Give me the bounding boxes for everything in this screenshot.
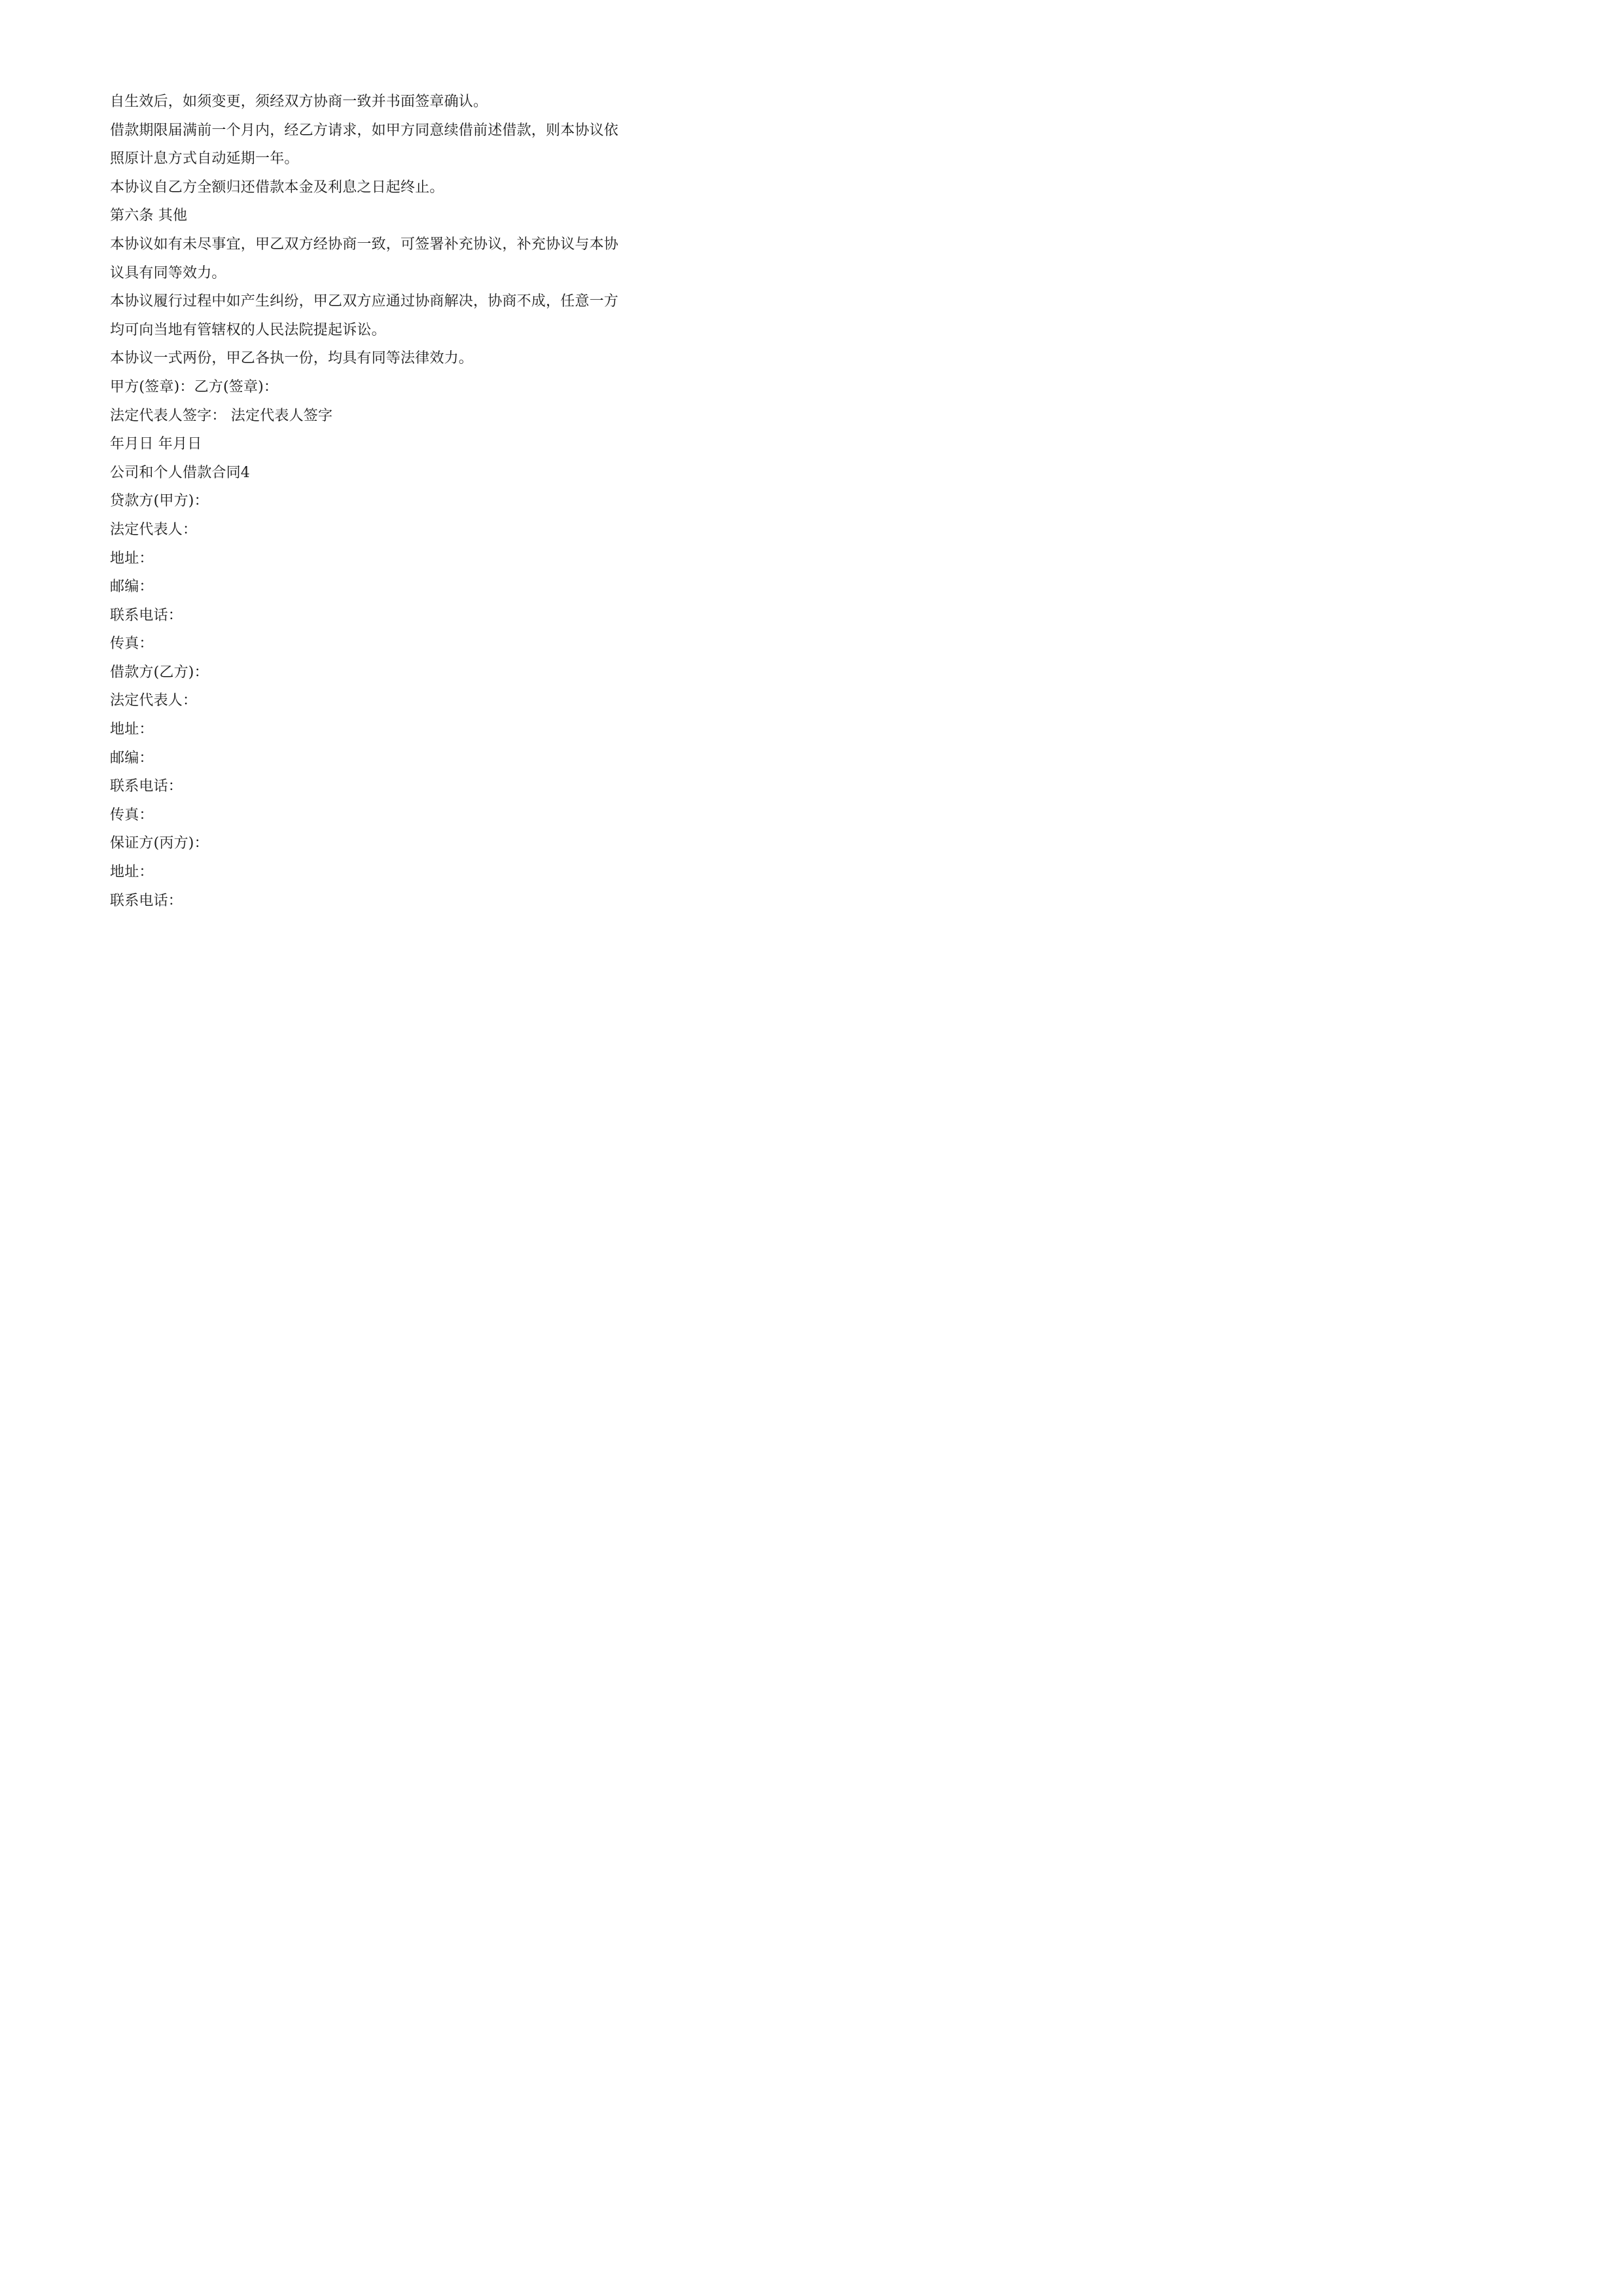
text-line: 自生效后，如须变更，须经双方协商一致并书面签章确认。 [110, 94, 488, 110]
field-label: 联系电话： [110, 778, 183, 795]
text-line: 照原计息方式自动延期一年。 [110, 151, 299, 168]
field-label: 传真： [110, 636, 154, 653]
field-label: 贷款方(甲方)： [110, 493, 209, 510]
text-line: 本协议履行过程中如产生纠纷，甲乙双方应通过协商解决，协商不成，任意一方 [110, 293, 619, 310]
field-label: 邮编： [110, 749, 154, 766]
section-heading: 第六条 其他 [110, 207, 188, 224]
document-page [0, 0, 725, 1026]
field-label: 借款方(乙方)： [110, 664, 209, 681]
contract-title: 公司和个人借款合同4 [110, 464, 250, 481]
text-line: 议具有同等效力。 [110, 264, 226, 281]
field-label: 保证方(丙方)： [110, 835, 209, 852]
field-label: 地址： [110, 721, 154, 738]
document-body [110, 88, 627, 915]
text-line: 本协议一式两份，甲乙各执一份，均具有同等法律效力。 [110, 350, 474, 367]
text-line: 本协议如有未尽事宜，甲乙双方经协商一致，可签署补充协议，补充协议与本协 [110, 236, 619, 253]
text-line: 借款期限届满前一个月内，经乙方请求，如甲方同意续借前述借款，则本协议依 [110, 122, 619, 139]
field-label: 传真： [110, 806, 154, 823]
field-label: 法定代表人： [110, 521, 198, 538]
field-label: 邮编： [110, 579, 154, 596]
field-label: 联系电话： [110, 607, 183, 624]
field-label: 地址： [110, 864, 154, 881]
text-line: 均可向当地有管辖权的人民法院提起诉讼。 [110, 321, 386, 338]
field-label: 地址： [110, 550, 154, 567]
date-line: 年月日 年月日 [110, 436, 202, 453]
signature-line: 法定代表人签字： 法定代表人签字 [110, 407, 333, 424]
field-label: 联系电话： [110, 892, 183, 909]
text-line: 本协议自乙方全额归还借款本金及利息之日起终止。 [110, 179, 444, 196]
signature-line: 甲方(签章)：乙方(签章)： [110, 378, 279, 395]
field-label: 法定代表人： [110, 692, 198, 709]
